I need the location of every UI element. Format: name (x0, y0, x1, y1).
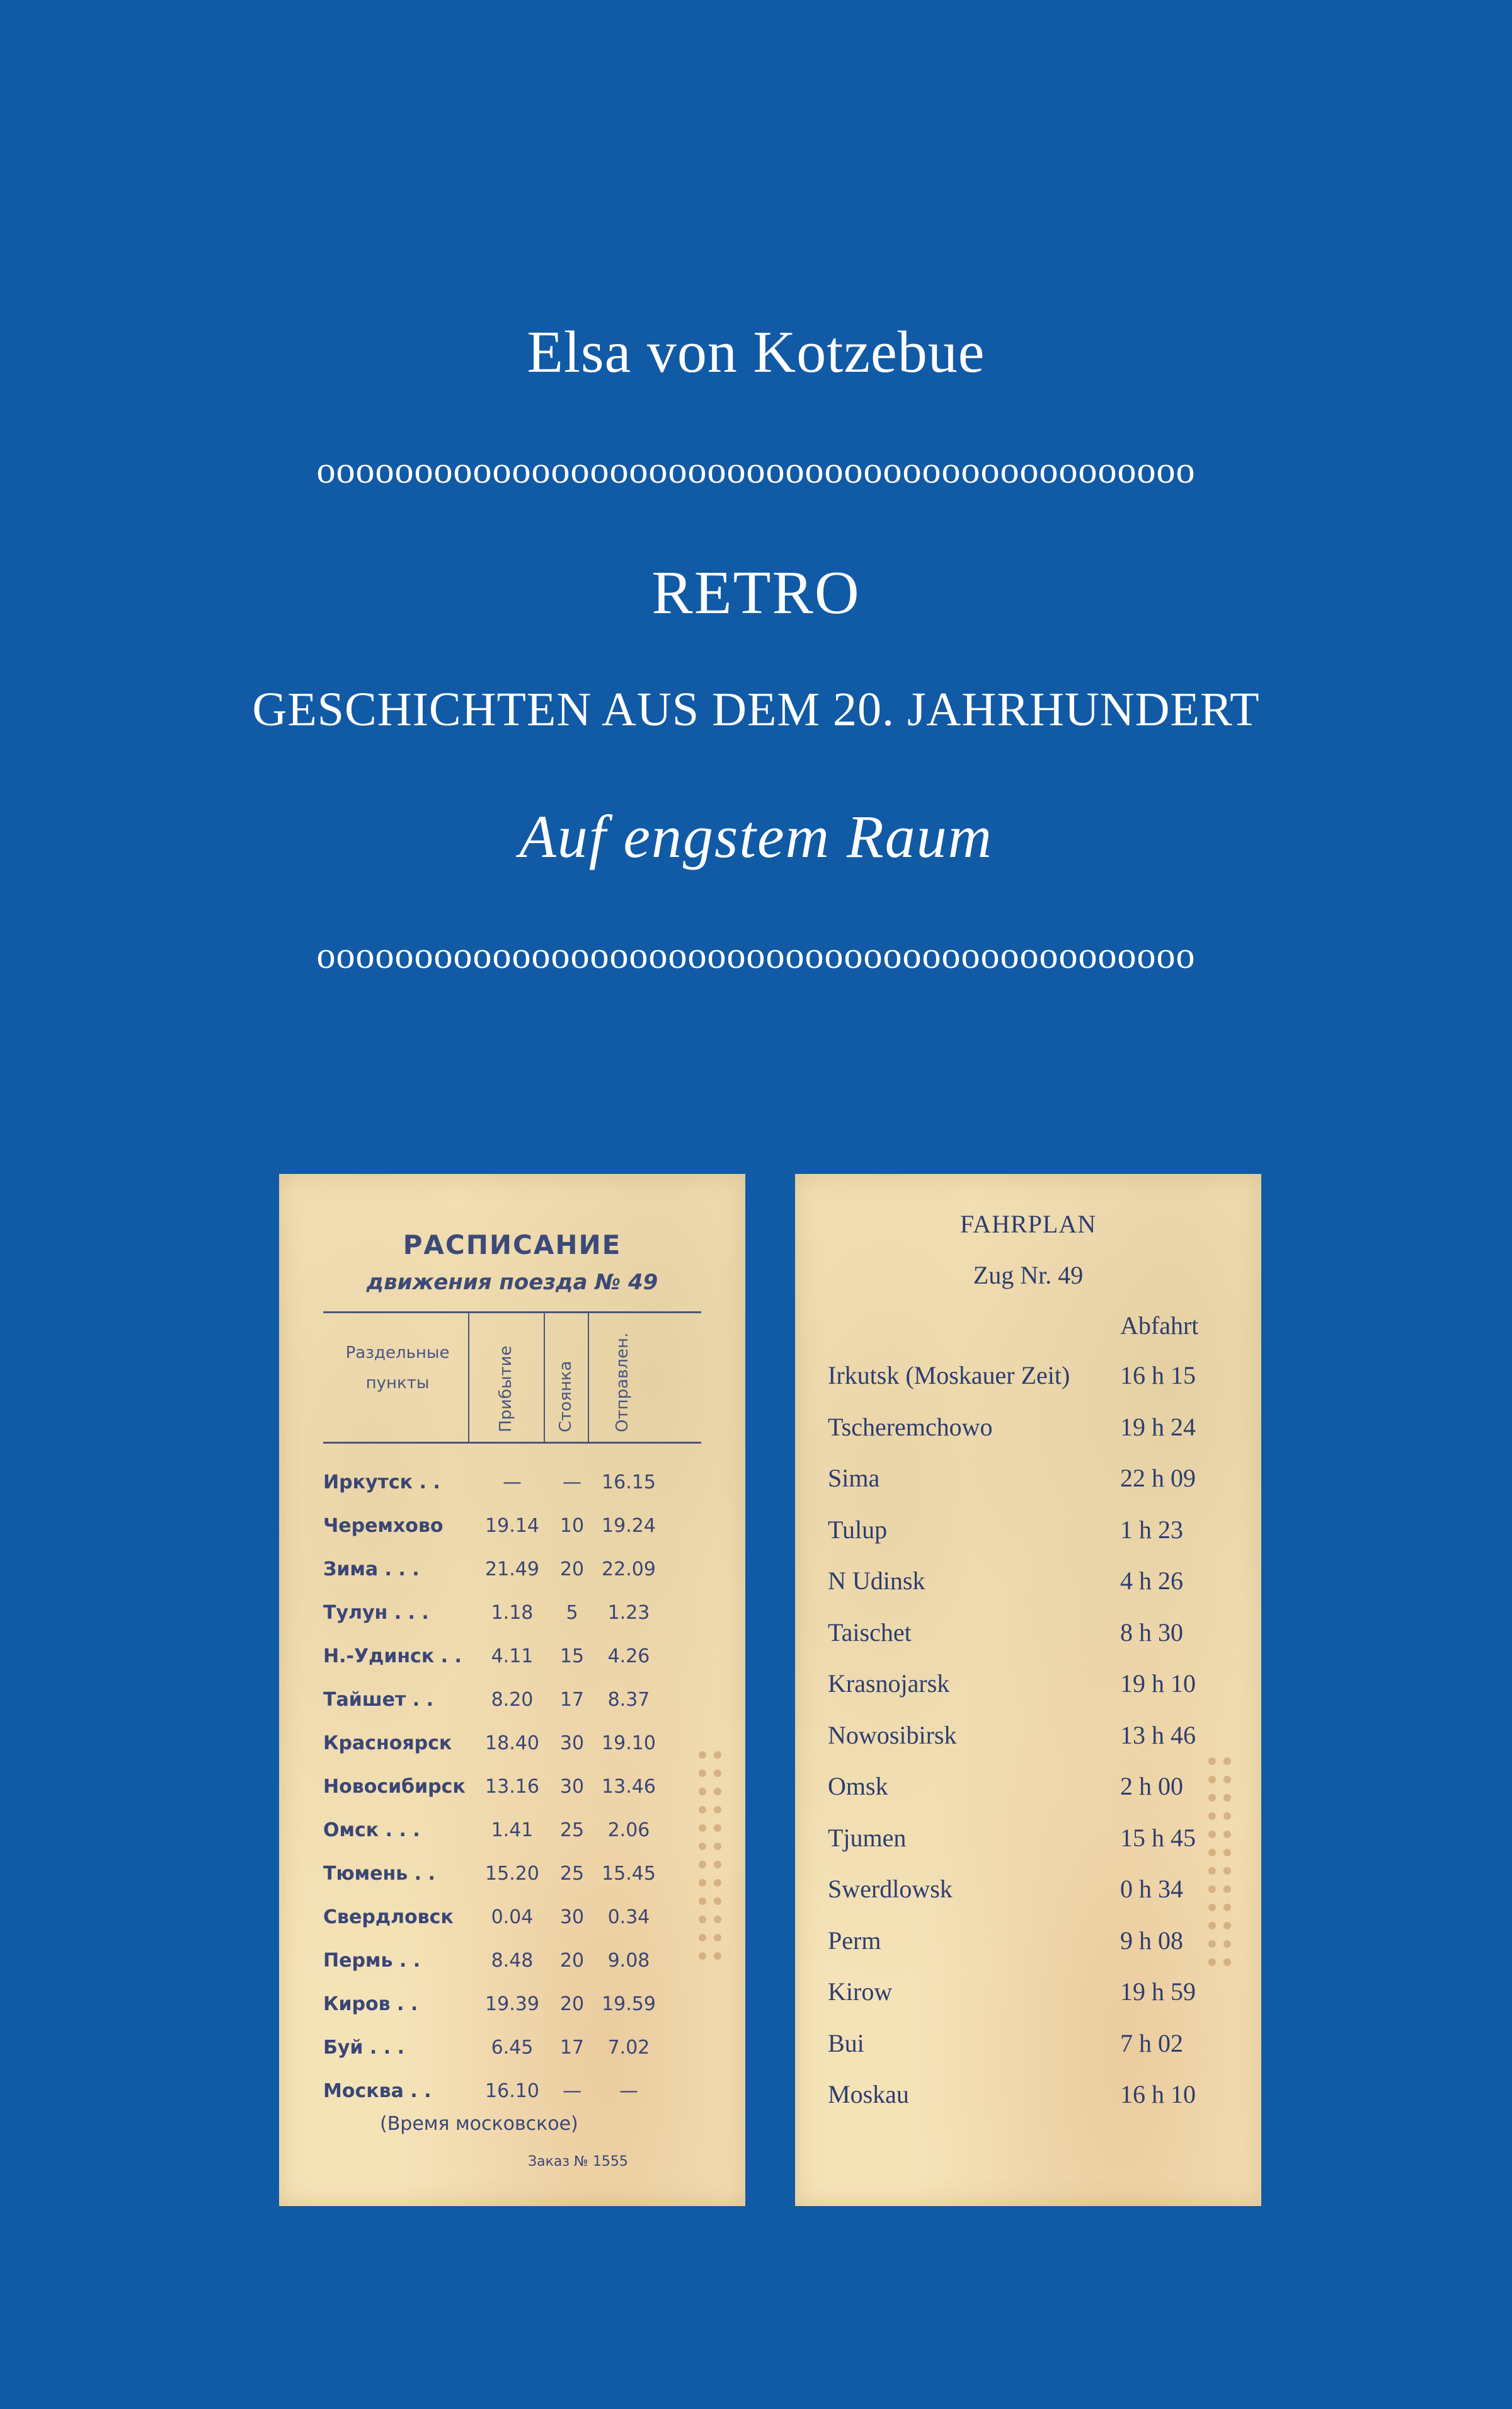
table-row (828, 1771, 1196, 1823)
station-name: Swerdlowsk (828, 1875, 953, 1903)
table-row (323, 2069, 714, 2113)
station-name: Свердловск (323, 1906, 454, 1928)
station-name: N Udinsk (828, 1567, 925, 1595)
station-name: Тайшет . . (323, 1689, 434, 1711)
departure-time: 2.06 (607, 1819, 650, 1841)
departure-time: 19.59 (602, 1993, 656, 2015)
table-row (828, 1977, 1196, 2028)
stop-duration: 30 (559, 1776, 585, 1798)
arrival-time: 6.45 (491, 2037, 534, 2059)
table-row (828, 2028, 1196, 2080)
departure-time: 2 h 00 (1120, 1772, 1183, 1800)
table-row (323, 1504, 714, 1548)
station-name: Новосибирск (323, 1776, 466, 1798)
departure-time: 15 h 45 (1120, 1823, 1196, 1852)
table-row (828, 1412, 1196, 1464)
departure-time: 0.34 (607, 1906, 650, 1928)
column-divider (588, 1311, 589, 1444)
station-name: Черемхово (323, 1515, 444, 1537)
column-header-arrival: Прибытие (496, 1345, 515, 1432)
station-name: Tulup (828, 1515, 888, 1544)
departure-time: 7 h 02 (1120, 2028, 1183, 2057)
departure-time: — (619, 2080, 638, 2102)
table-row (828, 1720, 1196, 1772)
timetable-heading-ru: РАСПИСАНИЕ (403, 1229, 622, 1260)
volume-title: Auf engstem Raum (519, 803, 993, 870)
station-name: Пермь . . (323, 1950, 421, 1972)
station-name: Sima (828, 1464, 880, 1492)
station-name: Tscheremchowo (828, 1412, 993, 1441)
table-row (828, 1360, 1196, 1412)
station-name: Киров . . (323, 1993, 418, 2015)
table-row (323, 1852, 714, 1895)
departure-time: 7.02 (607, 2037, 650, 2059)
arrival-time: 18.40 (485, 1732, 539, 1754)
arrival-time: 8.48 (491, 1950, 534, 1972)
table-row (828, 1669, 1196, 1720)
table-row (828, 1463, 1196, 1515)
stop-duration: 15 (559, 1645, 585, 1667)
russian-timetable-card (279, 1174, 745, 2206)
timetable-subheading-ru: движения поезда № 49 (366, 1270, 658, 1295)
stop-duration: 17 (559, 2037, 585, 2059)
decorative-divider-bottom: ooooooooooooooooooooooooooooooooooooooooooooo (316, 934, 1196, 976)
departure-time: 16 h 15 (1120, 1361, 1196, 1389)
departure-time: 0 h 34 (1120, 1875, 1183, 1903)
column-header-departure: Отправлен. (613, 1332, 632, 1432)
table-row (323, 1678, 714, 1722)
stop-duration: 20 (559, 1950, 585, 1972)
departure-time: 8.37 (607, 1689, 650, 1711)
table-row (828, 2079, 1196, 2131)
stop-duration: 17 (559, 1689, 585, 1711)
column-divider (544, 1311, 545, 1444)
departure-time: 22.09 (602, 1558, 656, 1580)
departure-time: 15.45 (602, 1863, 656, 1885)
station-name: Омск . . . (323, 1819, 420, 1841)
arrival-time: — (503, 1471, 522, 1493)
stop-duration: 25 (559, 1863, 585, 1885)
author-name: Elsa von Kotzebue (527, 319, 985, 385)
table-row (828, 1566, 1196, 1618)
station-name: Москва . . (323, 2080, 432, 2102)
station-name: Kirow (828, 1977, 893, 2006)
timetable-subheading-de: Zug Nr. 49 (973, 1261, 1084, 1289)
station-name: Зима . . . (323, 1558, 420, 1580)
departure-time: 9 h 08 (1120, 1926, 1183, 1955)
table-row (323, 1722, 714, 1765)
departure-time: 9.08 (607, 1950, 650, 1972)
german-timetable-card (795, 1174, 1261, 2206)
departure-time: 19.24 (602, 1515, 656, 1537)
stop-duration: 20 (559, 1558, 585, 1580)
arrival-time: 13.16 (485, 1776, 539, 1798)
station-name: Irkutsk (Moskauer Zeit) (828, 1361, 1070, 1389)
departure-time: 8 h 30 (1120, 1618, 1183, 1647)
table-row (323, 1461, 714, 1504)
station-name: Tjumen (828, 1823, 907, 1852)
arrival-time: 15.20 (485, 1863, 539, 1885)
stop-duration: — (563, 2080, 581, 2102)
departure-time: 1 h 23 (1120, 1515, 1183, 1544)
arrival-time: 21.49 (485, 1558, 539, 1580)
header-rule-bottom (323, 1442, 701, 1444)
station-name: Красноярск (323, 1732, 452, 1754)
arrival-time: 19.14 (485, 1515, 539, 1537)
arrival-time: 8.20 (491, 1689, 534, 1711)
stop-duration: 5 (566, 1602, 578, 1624)
departure-time: 16.15 (602, 1471, 656, 1493)
departure-time: 19 h 59 (1120, 1977, 1196, 2006)
table-row (323, 1591, 714, 1635)
departure-time: 19.10 (602, 1732, 656, 1754)
column-header-station: Раздельные пункты (345, 1343, 450, 1393)
table-row (323, 1895, 714, 1939)
table-row (828, 1618, 1196, 1669)
arrival-time: 4.11 (491, 1645, 534, 1667)
perforation-holes (1205, 1754, 1249, 1973)
arrival-time: 19.39 (485, 1993, 539, 2015)
stop-duration: 30 (559, 1732, 585, 1754)
departure-time: 13.46 (602, 1776, 656, 1798)
departure-time: 16 h 10 (1120, 2080, 1196, 2108)
departure-time: 19 h 24 (1120, 1412, 1196, 1441)
stop-duration: 30 (559, 1906, 585, 1928)
print-order-number: Заказ № 1555 (528, 2154, 628, 2170)
station-name: Bui (828, 2028, 864, 2057)
table-row (828, 1926, 1196, 1977)
stop-duration: 20 (559, 1993, 585, 2015)
departure-time: 1.23 (607, 1602, 650, 1624)
stop-duration: 25 (559, 1819, 585, 1841)
departure-time: 4.26 (607, 1645, 650, 1667)
station-name: Тюмень . . (323, 1863, 435, 1885)
table-row (323, 1939, 714, 1982)
station-name: Perm (828, 1926, 881, 1955)
departure-time: 22 h 09 (1120, 1464, 1196, 1492)
table-row (323, 1765, 714, 1808)
departure-time: 13 h 46 (1120, 1720, 1196, 1749)
departure-time: 19 h 10 (1120, 1669, 1196, 1698)
station-name: Буй . . . (323, 2037, 404, 2059)
departure-time: 4 h 26 (1120, 1567, 1183, 1595)
decorative-divider-top: ooooooooooooooooooooooooooooooooooooooooooooo (316, 449, 1196, 491)
station-name: Omsk (828, 1772, 888, 1800)
column-header-departure: Abfahrt (1120, 1311, 1199, 1340)
table-row (828, 1823, 1196, 1875)
station-name: Taischet (828, 1618, 912, 1647)
station-name: Krasnojarsk (828, 1669, 950, 1698)
column-header-stop: Стоянка (556, 1360, 575, 1432)
table-row (323, 1808, 714, 1852)
header-rule-top (323, 1311, 701, 1313)
table-row (323, 2026, 714, 2069)
table-row (323, 1982, 714, 2026)
arrival-time: 16.10 (485, 2080, 539, 2102)
timetable-footer-note: (Время московское) (380, 2113, 578, 2135)
station-name: Тулун . . . (323, 1602, 429, 1624)
timetable-heading-de: FAHRPLAN (959, 1210, 1097, 1238)
timetable-rows-de (828, 1360, 1196, 2131)
table-row (828, 1874, 1196, 1926)
arrival-time: 1.41 (491, 1819, 534, 1841)
perforation-holes (695, 1747, 739, 1967)
table-row (323, 1635, 714, 1678)
timetable-rows-ru (323, 1461, 714, 2113)
stop-duration: 10 (559, 1515, 585, 1537)
arrival-time: 1.18 (491, 1602, 534, 1624)
book-subtitle: GESCHICHTEN AUS DEM 20. JAHRHUNDERT (252, 683, 1260, 736)
station-name: Moskau (828, 2080, 909, 2108)
arrival-time: 0.04 (491, 1906, 534, 1928)
book-title: RETRO (651, 559, 861, 627)
table-row (828, 1515, 1196, 1567)
column-divider (468, 1311, 469, 1444)
station-name: Nowosibirsk (828, 1720, 957, 1749)
station-name: Иркутск . . (323, 1471, 440, 1493)
stop-duration: — (563, 1471, 581, 1493)
table-row (323, 1548, 714, 1591)
station-name: Н.-Удинск . . (323, 1645, 462, 1667)
